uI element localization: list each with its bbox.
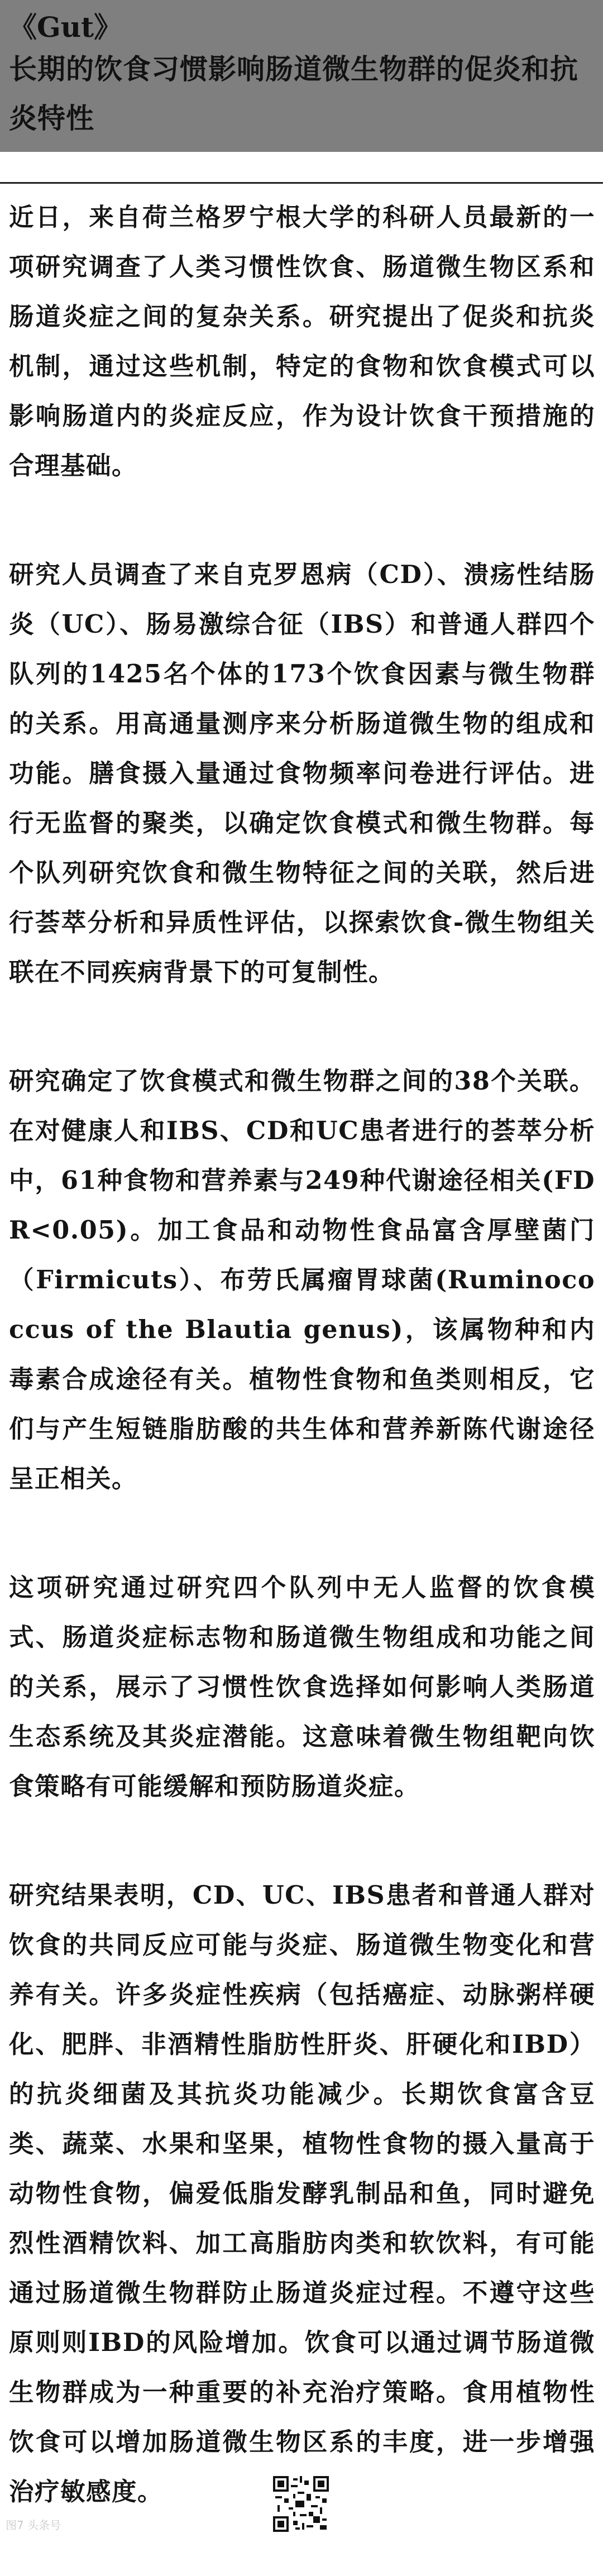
paragraph-intro: 近日，来自荷兰格罗宁根大学的科研人员最新的一项研究调查了人类习惯性饮食、肠道微生物区系和肠道炎症之间的复杂关系。研究提出了促炎和抗炎机制，通过这些机制，特定的食物和饮食模式可以影响肠道内的炎症反应，作为设计饮食干预措施的合理基础。 <box>9 203 595 480</box>
paragraph-methods: 研究人员调查了来自克罗恩病（CD）、溃疡性结肠炎（UC）、肠易激综合征（IBS）和普通人群四个队列的1425名个体的173个饮食因素与微生物群的关系。用高通量测序来分析肠道微生物的组成和功能。膳食摄入量通过食物频率问卷进行评估。进行无监督的聚类，以确定饮食模式和微生物群。每个队列研究饮食和微生物特征之间的关联，然后进行荟萃分析和异质性评估，以探索饮食-微生物组关联在不同疾病背景下的可复制性。 <box>9 560 595 987</box>
divider <box>0 182 603 184</box>
paragraph-significance: 这项研究通过研究四个队列中无人监督的饮食模式、肠道炎症标志物和肠道微生物组成和功能之间的关系，展示了习惯性饮食选择如何影响人类肠道生态系统及其炎症潜能。这意味着微生物组靶向饮食策略有可能缓解和预防肠道炎症。 <box>9 1573 595 1801</box>
journal-name: 《Gut》 <box>9 11 122 44</box>
paragraph-results: 研究确定了饮食模式和微生物群之间的38个关联。在对健康人和IBS、CD和UC患者进行的荟萃分析中，61种食物和营养素与249种代谢途径相关(FDR<0.05)。加工食品和动物性食品富含厚壁菌门（Firmicuts）、布劳氏属瘤胃球菌(Ruminococcus of the Blautia genus)，该属物种和内毒素合成途径有关。植物性食物和鱼类则相反，它们与产生短链脂肪酸的共生体和营养新陈代谢途径呈正相关。 <box>9 1067 595 1493</box>
title-banner <box>0 0 603 152</box>
qr-code-icon <box>273 2476 329 2532</box>
paragraph-conclusion: 研究结果表明，CD、UC、IBS患者和普通人群对饮食的共同反应可能与炎症、肠道微生物变化和营养有关。许多炎症性疾病（包括癌症、动脉粥样硬化、肥胖、非酒精性脂肪性肝炎、肝硬化和IBD）的抗炎细菌及其抗炎功能减少。长期饮食富含豆类、蔬菜、水果和坚果，植物性食物的摄入量高于动物性食物，偏爱低脂发酵乳制品和鱼，同时避免烈性酒精饮料、加工高脂肪肉类和软饮料，有可能通过肠道微生物群防止肠道炎症过程。不遵守这些原则则IBD的风险增加。饮食可以通过调节肠道微生物群成为一种重要的补充治疗策略。食用植物性饮食可以增加肠道微生物区系的丰度，进一步增强治疗敏感度。 <box>9 1881 595 2506</box>
article-title: 长期的饮食习惯影响肠道微生物群的促炎和抗炎特性 <box>9 52 578 135</box>
source-watermark: 图7 头条号 <box>6 2518 61 2532</box>
article-body <box>9 193 595 2576</box>
